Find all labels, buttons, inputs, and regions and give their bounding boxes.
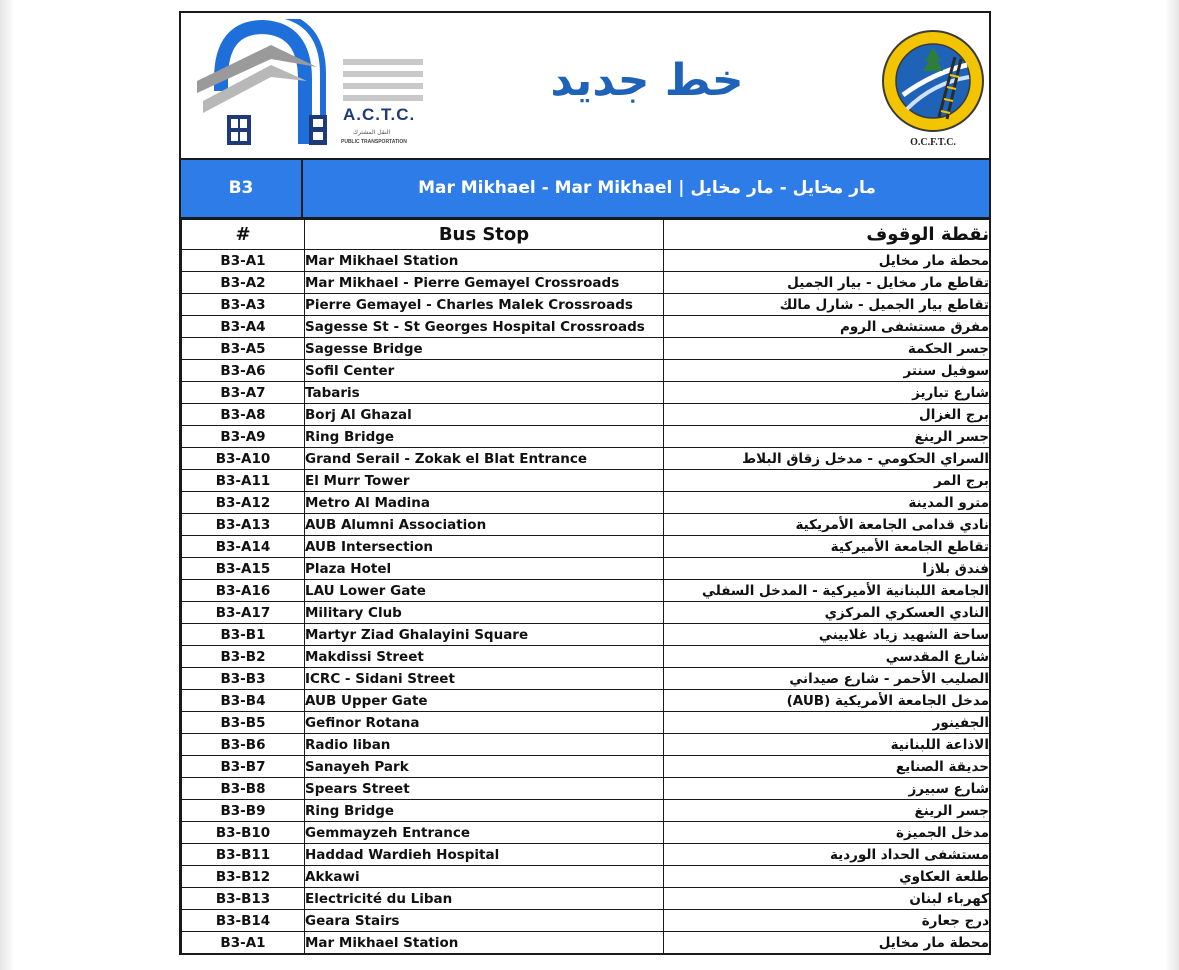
stop-name-en: Ring Bridge (305, 426, 664, 448)
stop-name-en: Gefinor Rotana (305, 712, 664, 734)
stop-name-en: AUB Intersection (305, 536, 664, 558)
route-bar (181, 160, 989, 219)
table-row (182, 338, 990, 360)
table-row (182, 910, 990, 932)
stop-name-en: Haddad Wardieh Hospital (305, 844, 664, 866)
actc-logo-icon (193, 19, 433, 151)
stop-code: B3-B6 (182, 734, 305, 756)
stop-code: B3-A5 (182, 338, 305, 360)
stop-code: B3-B12 (182, 866, 305, 888)
stop-name-ar: مترو المدينة (664, 492, 990, 514)
stop-name-ar: طلعة العكاوي (664, 866, 990, 888)
stop-code: B3-A14 (182, 536, 305, 558)
table-row (182, 734, 990, 756)
stop-code: B3-B14 (182, 910, 305, 932)
actc-logo-text: A.C.T.C. (343, 105, 416, 124)
stop-name-en: Plaza Hotel (305, 558, 664, 580)
stop-name-en: Mar Mikhael Station (305, 250, 664, 272)
stop-code: B3-B4 (182, 690, 305, 712)
stop-name-en: Ring Bridge (305, 800, 664, 822)
stop-code: B3-B13 (182, 888, 305, 910)
stop-name-en: El Murr Tower (305, 470, 664, 492)
bus-stops-table (181, 219, 990, 954)
sheet-header (181, 13, 989, 160)
stop-code: B3-B1 (182, 624, 305, 646)
table-header-row (182, 220, 990, 250)
stop-code: B3-B8 (182, 778, 305, 800)
stop-name-ar: حديقة الصنايع (664, 756, 990, 778)
table-row (182, 448, 990, 470)
stop-name-ar: سوفيل سنتر (664, 360, 990, 382)
stop-code: B3-A17 (182, 602, 305, 624)
stop-name-ar: الجامعة اللبنانية الأميركية - المدخل السفلي (664, 580, 990, 602)
actc-logo-subtitle-en: PUBLIC TRANSPORTATION (341, 139, 407, 145)
table-row (182, 844, 990, 866)
stop-name-ar: مستشفى الحداد الوردية (664, 844, 990, 866)
table-row (182, 756, 990, 778)
table-row (182, 712, 990, 734)
stop-name-en: ICRC - Sidani Street (305, 668, 664, 690)
stop-name-en: Sagesse St - St Georges Hospital Crossroads (305, 316, 664, 338)
page-edge-left (0, 0, 14, 970)
table-row (182, 822, 990, 844)
stop-name-ar: تقاطع مار مخايل - بيار الجميل (664, 272, 990, 294)
table-row (182, 492, 990, 514)
stop-code: B3-B2 (182, 646, 305, 668)
stop-name-ar: جسر الرينغ (664, 426, 990, 448)
stop-code: B3-B5 (182, 712, 305, 734)
stop-name-en: Electricité du Liban (305, 888, 664, 910)
stop-code: B3-A11 (182, 470, 305, 492)
table-row (182, 360, 990, 382)
stop-name-ar: الاذاعة اللبنانية (664, 734, 990, 756)
table-row (182, 580, 990, 602)
table-row (182, 866, 990, 888)
stop-code: B3-B3 (182, 668, 305, 690)
stop-name-ar: شارع سبيرز (664, 778, 990, 800)
stop-name-en: Makdissi Street (305, 646, 664, 668)
stop-name-en: Mar Mikhael - Pierre Gemayel Crossroads (305, 272, 664, 294)
table-row (182, 888, 990, 910)
stop-code: B3-B9 (182, 800, 305, 822)
stop-name-en: Gemmayzeh Entrance (305, 822, 664, 844)
stop-name-ar: محطة مار مخايل (664, 250, 990, 272)
stop-code: B3-A13 (182, 514, 305, 536)
stop-name-en: Sagesse Bridge (305, 338, 664, 360)
stop-name-ar: مدخل الجامعة الأمريكية (AUB) (664, 690, 990, 712)
stop-code: B3-B10 (182, 822, 305, 844)
table-row (182, 558, 990, 580)
stop-code: B3-B7 (182, 756, 305, 778)
stop-name-en: Sanayeh Park (305, 756, 664, 778)
route-sheet (179, 11, 991, 955)
ocftc-seal-icon (881, 25, 985, 149)
stop-name-ar: الصليب الأحمر - شارع صيداني (664, 668, 990, 690)
page-edge-right (1165, 0, 1179, 970)
stop-name-ar: ساحة الشهيد زياد غلاييني (664, 624, 990, 646)
table-row (182, 668, 990, 690)
stop-name-ar: فندق بلازا (664, 558, 990, 580)
table-row (182, 272, 990, 294)
stop-code: B3-A1 (182, 932, 305, 954)
table-row (182, 294, 990, 316)
route-code: B3 (181, 160, 303, 217)
table-row (182, 316, 990, 338)
stop-name-ar: درج جعارة (664, 910, 990, 932)
stop-name-en: AUB Upper Gate (305, 690, 664, 712)
stop-name-en: Geara Stairs (305, 910, 664, 932)
stop-name-ar: برج المر (664, 470, 990, 492)
stop-name-ar: تقاطع الجامعة الأميركية (664, 536, 990, 558)
table-row (182, 690, 990, 712)
stop-name-ar: السراي الحكومي - مدخل زقاق البلاط (664, 448, 990, 470)
stop-code: B3-A9 (182, 426, 305, 448)
table-row (182, 646, 990, 668)
stop-name-en: Radio liban (305, 734, 664, 756)
stop-code: B3-A12 (182, 492, 305, 514)
table-row (182, 778, 990, 800)
table-row (182, 404, 990, 426)
stop-name-en: Pierre Gemayel - Charles Malek Crossroads (305, 294, 664, 316)
column-header-number: # (182, 220, 305, 250)
actc-logo-subtitle-ar: النقل المشترك (353, 129, 391, 136)
table-row (182, 514, 990, 536)
table-row (182, 800, 990, 822)
stop-name-en: Akkawi (305, 866, 664, 888)
stop-name-ar: برج الغزال (664, 404, 990, 426)
stop-name-ar: كهرباء لبنان (664, 888, 990, 910)
stop-code: B3-A7 (182, 382, 305, 404)
stop-name-ar: النادي العسكري المركزي (664, 602, 990, 624)
stop-name-ar: جسر الرينغ (664, 800, 990, 822)
column-header-bus-stop-ar: نقطة الوقوف (664, 220, 990, 250)
column-header-bus-stop: Bus Stop (305, 220, 664, 250)
stop-name-en: Metro Al Madina (305, 492, 664, 514)
table-row (182, 426, 990, 448)
stop-code: B3-B11 (182, 844, 305, 866)
svg-text:O.C.F.T.C.: O.C.F.T.C. (910, 137, 956, 148)
stop-code: B3-A1 (182, 250, 305, 272)
table-row (182, 470, 990, 492)
stop-name-ar: مفرق مستشفى الروم (664, 316, 990, 338)
table-row (182, 932, 990, 954)
stop-code: B3-A3 (182, 294, 305, 316)
stop-name-ar: مدخل الجميزة (664, 822, 990, 844)
stop-name-en: Tabaris (305, 382, 664, 404)
stop-code: B3-A16 (182, 580, 305, 602)
stop-name-en: Sofil Center (305, 360, 664, 382)
stop-name-en: Martyr Ziad Ghalayini Square (305, 624, 664, 646)
table-row (182, 602, 990, 624)
table-row (182, 250, 990, 272)
stop-name-ar: شارع تباريز (664, 382, 990, 404)
stop-name-ar: جسر الحكمة (664, 338, 990, 360)
stop-name-en: LAU Lower Gate (305, 580, 664, 602)
stop-name-en: Grand Serail - Zokak el Blat Entrance (305, 448, 664, 470)
stop-name-ar: شارع المقدسي (664, 646, 990, 668)
stop-code: B3-A4 (182, 316, 305, 338)
stop-name-ar: تقاطع بيار الجميل - شارل مالك (664, 294, 990, 316)
route-title: Mar Mikhael - Mar Mikhael | مار مخايل - مار مخايل (418, 178, 876, 198)
stop-code: B3-A2 (182, 272, 305, 294)
stop-code: B3-A15 (182, 558, 305, 580)
stop-name-en: Military Club (305, 602, 664, 624)
page-title: خط جديد (550, 55, 744, 106)
stop-name-en: Mar Mikhael Station (305, 932, 664, 954)
stop-name-ar: محطة مار مخايل (664, 932, 990, 954)
stop-name-en: Spears Street (305, 778, 664, 800)
stop-code: B3-A6 (182, 360, 305, 382)
stop-code: B3-A10 (182, 448, 305, 470)
stop-code: B3-A8 (182, 404, 305, 426)
table-row (182, 536, 990, 558)
stop-name-ar: نادي قدامى الجامعة الأمريكية (664, 514, 990, 536)
stop-name-ar: الجفينور (664, 712, 990, 734)
table-row (182, 382, 990, 404)
table-row (182, 624, 990, 646)
stop-name-en: AUB Alumni Association (305, 514, 664, 536)
stop-name-en: Borj Al Ghazal (305, 404, 664, 426)
